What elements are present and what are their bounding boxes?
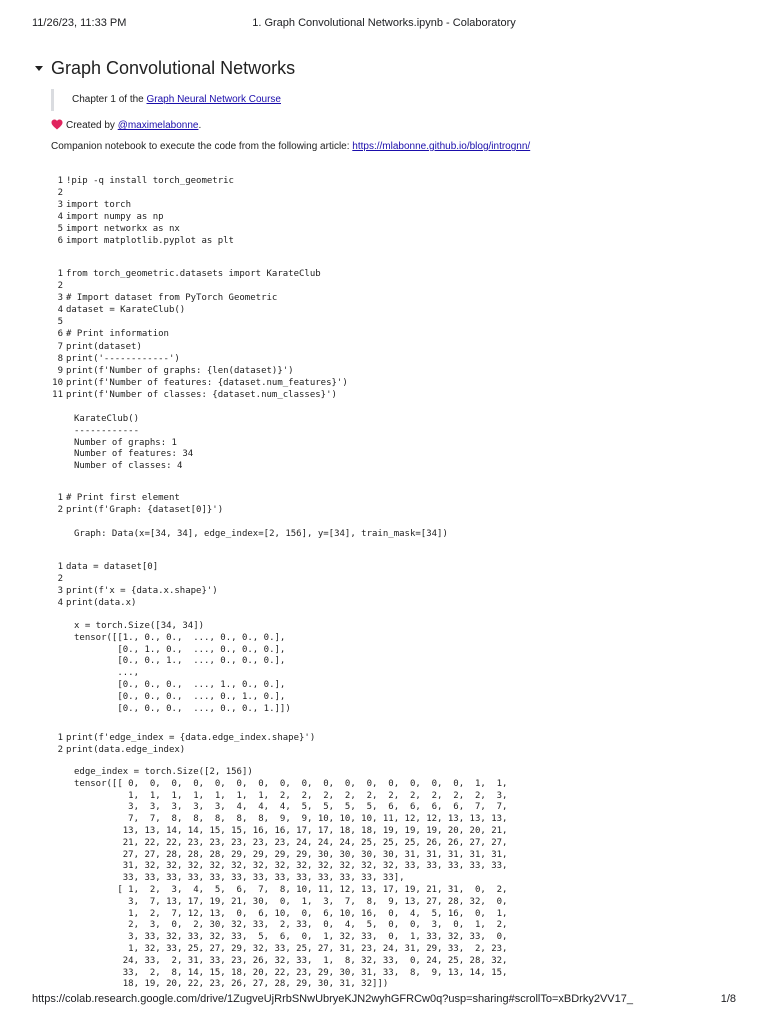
code-text: print(f'Number of graphs: {len(dataset)}')	[66, 365, 294, 376]
created-by-suffix: .	[198, 120, 202, 131]
line-number: 4	[57, 305, 63, 316]
output-line: Number of features: 34	[74, 449, 194, 460]
output-line: edge_index = torch.Size([2, 156])	[74, 767, 253, 777]
line-number: 7	[57, 341, 63, 352]
companion-prefix: Companion notebook to execute the code from the following article:	[51, 141, 353, 152]
code-line[interactable]	[50, 353, 728, 365]
output-line: 3, 33, 32, 33, 32, 33, 5, 6, 0, 1, 32, 33, 0, 1, 33, 32, 33, 0,	[74, 932, 508, 943]
cell-output-4	[74, 621, 728, 715]
line-number: 2	[57, 281, 63, 292]
output-line: 2, 3, 0, 2, 30, 32, 33, 2, 33, 0, 4, 5, 0, 0, 3, 0, 1, 2,	[74, 920, 508, 931]
line-number: 1	[57, 733, 63, 743]
code-editor[interactable]	[50, 268, 728, 401]
code-text: # Print information	[66, 329, 169, 340]
code-text: import numpy as np	[66, 212, 164, 223]
code-text: print(f'Number of features: {dataset.num_features}')	[66, 377, 348, 388]
print-datetime: 11/26/23, 11:33 PM	[32, 17, 127, 29]
page-number: 1/8	[720, 993, 736, 1005]
output-text	[74, 414, 728, 473]
output-line: 1, 2, 7, 12, 13, 0, 6, 10, 0, 6, 10, 16, 0, 4, 5, 16, 0, 1,	[74, 908, 508, 919]
code-line[interactable]	[50, 304, 728, 316]
code-line[interactable]	[50, 377, 728, 389]
code-editor[interactable]	[50, 561, 728, 609]
line-number: 2	[57, 188, 63, 199]
line-number: 2	[57, 745, 63, 756]
code-line[interactable]	[50, 561, 728, 573]
section-heading	[32, 56, 295, 80]
code-line[interactable]	[50, 328, 728, 340]
code-line[interactable]	[50, 211, 728, 223]
line-number: 5	[57, 224, 63, 235]
course-link[interactable]: Graph Neural Network Course	[146, 94, 281, 105]
heart-icon	[51, 119, 63, 130]
output-line: Number of graphs: 1	[74, 437, 177, 448]
print-url: https://colab.research.google.com/drive/1ZugveUjRrbSNwUbryeKJN2wyhGFRCw0q?usp=sharing#scrollTo=xBDrky2VV17_	[32, 993, 633, 1005]
output-line: 1, 1, 1, 1, 1, 1, 1, 2, 2, 2, 2, 2, 2, 2, 2, 2, 2, 3,	[74, 790, 508, 801]
line-number: 4	[57, 212, 63, 223]
output-line: ...,	[74, 668, 140, 679]
output-line: 33, 33, 33, 33, 33, 33, 33, 33, 33, 33, 33, 33, 33],	[74, 873, 405, 884]
code-line[interactable]	[50, 365, 728, 377]
code-text: data = dataset[0]	[66, 562, 159, 572]
code-text: dataset = KarateClub()	[66, 305, 186, 316]
output-line: 24, 33, 2, 31, 33, 23, 26, 32, 33, 1, 8, 32, 33, 0, 24, 25, 28, 32,	[74, 955, 508, 966]
chapter-quote	[51, 89, 281, 111]
code-cell-5[interactable]	[50, 732, 728, 756]
cell-output-3	[74, 529, 728, 541]
line-number: 5	[57, 317, 63, 328]
output-line: 3, 3, 3, 3, 3, 4, 4, 4, 5, 5, 5, 5, 6, 6, 6, 6, 7, 7,	[74, 802, 508, 813]
line-number: 1	[57, 562, 63, 572]
code-text: print(dataset)	[66, 341, 142, 352]
code-text: print(f'Graph: {dataset[0]}')	[66, 505, 224, 516]
output-line: 7, 7, 8, 8, 8, 8, 8, 9, 9, 10, 10, 10, 11, 12, 12, 13, 13, 13,	[74, 814, 508, 825]
line-number: 3	[57, 200, 63, 211]
code-text: import torch	[66, 200, 132, 211]
code-line[interactable]	[50, 223, 728, 235]
output-text	[74, 529, 728, 541]
code-line[interactable]	[50, 268, 728, 280]
output-line: Number of classes: 4	[74, 461, 183, 472]
line-number: 1	[57, 176, 63, 186]
created-by-prefix: Created by	[66, 120, 118, 131]
code-text: import networkx as nx	[66, 224, 180, 235]
output-line: 33, 2, 8, 14, 15, 18, 20, 22, 23, 29, 30, 31, 33, 8, 9, 13, 14, 15,	[74, 967, 508, 978]
output-text	[74, 621, 728, 715]
created-by-line	[51, 119, 201, 131]
code-cell-1[interactable]	[50, 175, 728, 248]
output-line: tensor([[1., 0., 0., ..., 0., 0., 0.],	[74, 632, 286, 643]
line-number: 2	[57, 574, 63, 585]
output-line: Graph: Data(x=[34, 34], edge_index=[2, 156], y=[34], train_mask=[34])	[74, 529, 448, 539]
code-line[interactable]	[50, 492, 728, 504]
code-text: print(f'edge_index = {data.edge_index.shape}')	[66, 733, 316, 743]
output-line: ------------	[74, 425, 140, 436]
quote-prefix: Chapter 1 of the	[72, 94, 147, 105]
line-number: 3	[57, 293, 63, 304]
line-number: 2	[57, 505, 63, 516]
code-line[interactable]	[50, 235, 728, 247]
output-line: 31, 32, 32, 32, 32, 32, 32, 32, 32, 32, 32, 32, 32, 33, 33, 33, 33, 33,	[74, 861, 508, 872]
line-number: 10	[52, 377, 63, 388]
code-text: !pip -q install torch_geometric	[66, 176, 234, 186]
output-line: 18, 19, 20, 22, 23, 26, 27, 28, 29, 30, 31, 32]])	[74, 979, 389, 990]
code-line[interactable]	[50, 280, 728, 292]
output-line: tensor([[ 0, 0, 0, 0, 0, 0, 0, 0, 0, 0, 0, 0, 0, 0, 0, 0, 1, 1,	[74, 778, 508, 789]
code-line[interactable]	[50, 504, 728, 516]
line-number: 4	[57, 598, 63, 609]
print-doc-title: 1. Graph Convolutional Networks.ipynb - Colaboratory	[252, 17, 516, 29]
line-number: 8	[57, 353, 63, 364]
output-text	[74, 767, 728, 991]
print-footer	[32, 993, 736, 1007]
code-line[interactable]	[50, 199, 728, 211]
output-line: [0., 0., 1., ..., 0., 0., 0.],	[74, 656, 286, 667]
line-number: 6	[57, 329, 63, 340]
code-line[interactable]	[50, 292, 728, 304]
output-line: [0., 0., 0., ..., 1., 0., 0.],	[74, 679, 286, 690]
line-number: 1	[57, 269, 63, 279]
code-text: print(f'x = {data.x.shape}')	[66, 586, 218, 597]
code-text: # Print first element	[66, 493, 180, 503]
code-cell-3[interactable]	[50, 492, 728, 516]
code-editor[interactable]	[50, 492, 728, 516]
code-cell-4[interactable]	[50, 561, 728, 609]
output-line: x = torch.Size([34, 34])	[74, 621, 205, 631]
code-line[interactable]	[50, 187, 728, 199]
output-line: [0., 0., 0., ..., 0., 0., 1.]])	[74, 703, 291, 714]
author-link[interactable]: @maximelabonne	[117, 120, 199, 131]
code-line[interactable]	[50, 597, 728, 609]
code-text: print(data.edge_index)	[66, 745, 186, 756]
output-line: [ 1, 2, 3, 4, 5, 6, 7, 8, 10, 11, 12, 13, 17, 19, 21, 31, 0, 2,	[74, 884, 508, 895]
print-header	[32, 17, 736, 31]
output-line: [0., 0., 0., ..., 0., 1., 0.],	[74, 691, 286, 702]
notebook-title: Graph Convolutional Networks	[51, 57, 296, 78]
code-text: print(f'Number of classes: {dataset.num_classes}')	[66, 389, 337, 400]
code-cell-2[interactable]	[50, 268, 728, 401]
output-line: 1, 32, 33, 25, 27, 29, 32, 33, 25, 27, 31, 23, 24, 31, 29, 33, 2, 23,	[74, 943, 508, 954]
code-editor[interactable]	[50, 175, 728, 248]
code-line[interactable]	[50, 175, 728, 187]
output-line: 3, 7, 13, 17, 19, 21, 30, 0, 1, 3, 7, 8, 9, 13, 27, 28, 32, 0,	[74, 896, 508, 907]
companion-line	[51, 141, 530, 152]
output-line: KarateClub()	[74, 414, 140, 424]
code-line[interactable]	[50, 585, 728, 597]
line-number: 9	[57, 365, 63, 376]
output-line: 13, 13, 14, 14, 15, 15, 16, 16, 17, 17, 18, 18, 19, 19, 19, 20, 20, 21,	[74, 825, 508, 836]
cell-output-5	[74, 767, 728, 991]
code-editor[interactable]	[50, 732, 728, 756]
code-text: from torch_geometric.datasets import KarateClub	[66, 269, 321, 279]
code-line[interactable]	[50, 316, 728, 328]
line-number: 3	[57, 586, 63, 597]
code-text: import matplotlib.pyplot as plt	[66, 236, 234, 247]
output-line: [0., 1., 0., ..., 0., 0., 0.],	[74, 644, 286, 655]
output-line: 21, 22, 22, 23, 23, 23, 23, 23, 24, 24, 24, 25, 25, 25, 26, 26, 27, 27,	[74, 837, 508, 848]
line-number: 1	[57, 493, 63, 503]
code-line[interactable]	[50, 341, 728, 353]
article-link[interactable]: https://mlabonne.github.io/blog/intrognn/	[352, 141, 531, 152]
line-number: 6	[57, 236, 63, 247]
collapse-caret-icon[interactable]	[32, 61, 46, 75]
code-line[interactable]	[50, 573, 728, 585]
code-text: # Import dataset from PyTorch Geometric	[66, 293, 278, 304]
code-line[interactable]	[50, 732, 728, 744]
line-number: 11	[52, 389, 63, 400]
code-text: print(data.x)	[66, 598, 137, 609]
code-line[interactable]	[50, 744, 728, 756]
cell-output-2	[74, 414, 728, 473]
code-line[interactable]	[50, 389, 728, 401]
output-line: 27, 27, 28, 28, 28, 29, 29, 29, 29, 30, 30, 30, 30, 31, 31, 31, 31, 31,	[74, 849, 508, 860]
code-text: print('------------')	[66, 353, 180, 364]
